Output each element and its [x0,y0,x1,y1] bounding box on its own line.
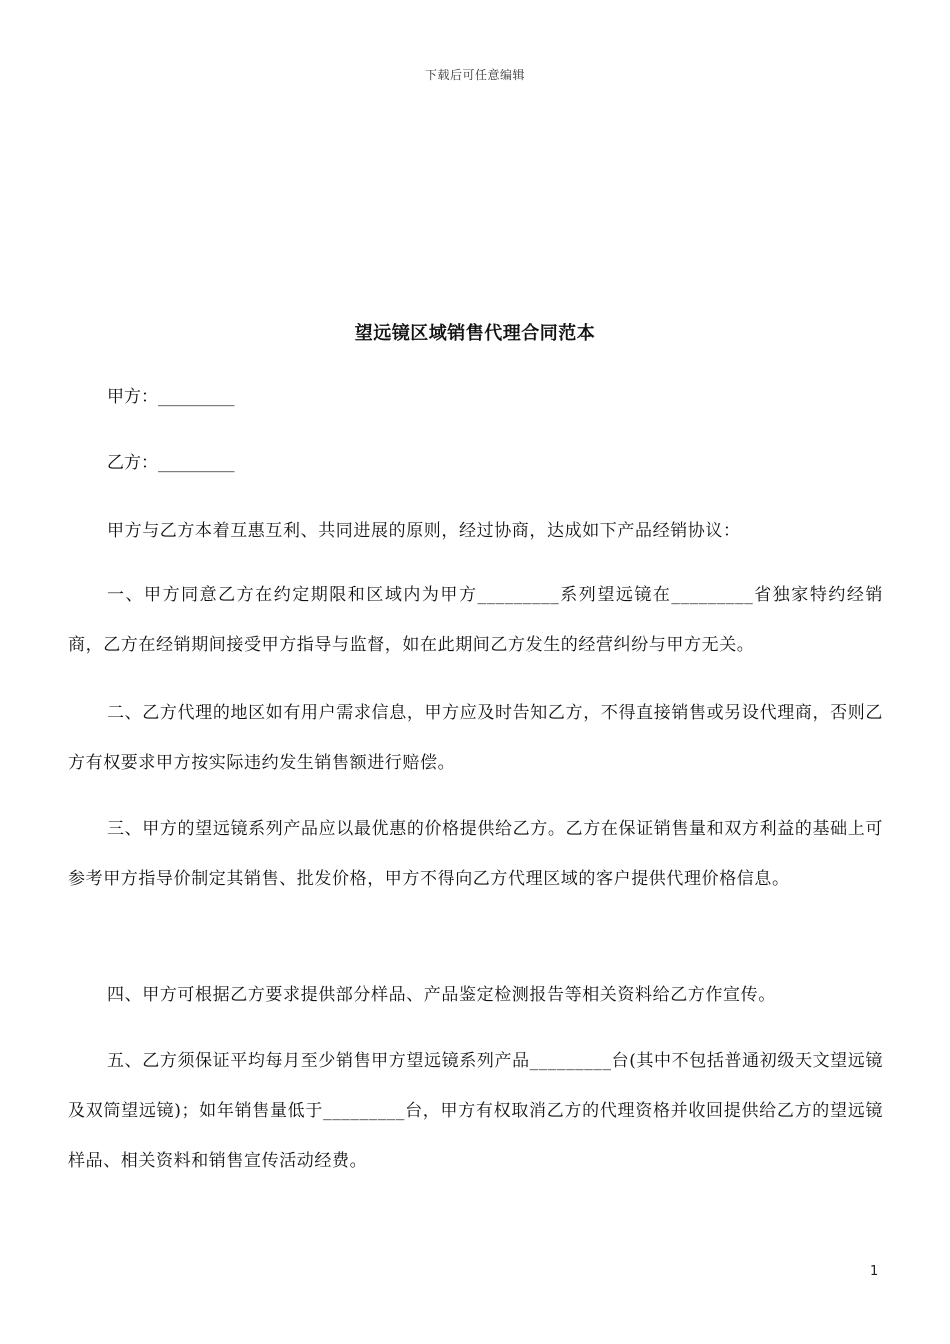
party-a-line: 甲方：_________ [107,387,235,407]
intro-paragraph: 甲方与乙方本着互惠互利、共同进展的原则，经过协商，达成如下产品经销协议： [107,521,741,541]
party-b-line: 乙方：_________ [107,453,235,473]
document-title: 望远镜区域销售代理合同范本 [354,323,596,344]
page-number: 1 [870,1264,879,1279]
clause-3-paragraph: 三、甲方的望远镜系列产品应以最优惠的价格提供给乙方。乙方在保证销售量和双方利益的基础上可参考甲方指导价制定其销售、批发价格，甲方不得向乙方代理区域的客户提供代理价格信息。 [68,819,883,889]
clause-2-paragraph: 二、乙方代理的地区如有用户需求信息，甲方应及时告知乙方，不得直接销售或另设代理商，否则乙方有权要求甲方按实际违约发生销售额进行赔偿。 [68,703,883,773]
clause-1-paragraph: 一、甲方同意乙方在约定期限和区域内为甲方_________系列望远镜在_________省独家特约经销商，乙方在经销期间接受甲方指导与监督，如在此期间乙方发生的经营纠纷与甲方无关。 [68,585,883,655]
clause-5-paragraph: 五、乙方须保证平均每月至少销售甲方望远镜系列产品_________台(其中不包括普通初级天文望远镜及双筒望远镜)；如年销售量低于_________台，甲方有权取消乙方的代理资格并收回提供给乙方的望远镜样品、相关资料和销售宣传活动经费。 [68,1051,883,1171]
clause-4-paragraph: 四、甲方可根据乙方要求提供部分样品、产品鉴定检测报告等相关资料给乙方作宣传。 [107,985,776,1005]
header-note: 下载后可任意编辑 [424,68,525,82]
